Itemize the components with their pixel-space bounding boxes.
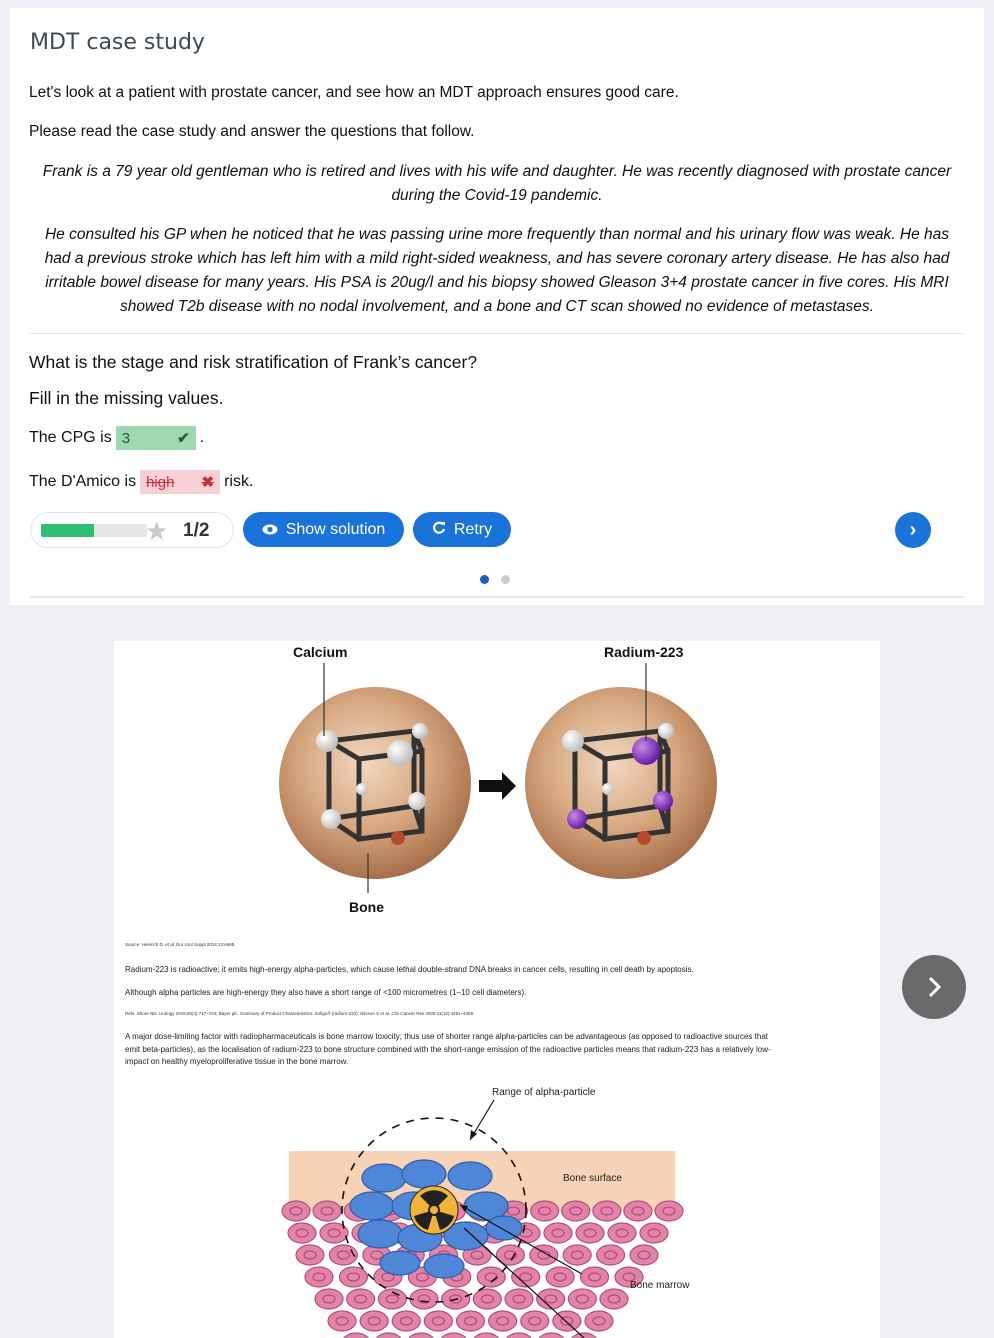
marrow-cell	[347, 1289, 375, 1309]
presentation-slide	[114, 641, 880, 1338]
marrow-cell	[410, 1289, 438, 1309]
marrow-cell	[342, 1333, 370, 1338]
marrow-cell	[576, 1223, 604, 1243]
slide-text-3: A major dose-limiting factor with radiopharmaceuticals is bone marrow toxicity; thus use of shorter range alpha-particles can be advantageous (as opposed to radioactive sources that emit beta-particles), as the localisation of radium-223 to bone structure combined with the short-range emission of the radioactive particles means that radium-223 has a relatively low- impact on healthy myeloproliferative tissue in the bone marrow.	[125, 1032, 771, 1066]
retry-icon	[432, 521, 446, 538]
marrow-cell	[655, 1201, 683, 1221]
marrow-cell	[531, 1201, 559, 1221]
show-solution-button[interactable]: Show solution	[243, 512, 404, 547]
pager-dot-2[interactable]	[501, 575, 510, 584]
marrow-cell	[546, 1267, 574, 1287]
marrow-cell	[593, 1201, 621, 1221]
eye-icon	[262, 522, 278, 538]
blank2-suffix: risk.	[224, 473, 254, 490]
bone-lattice-figure	[114, 641, 880, 941]
blank2-value: high	[146, 473, 175, 491]
marrow-cell	[597, 1245, 625, 1265]
marrow-cell	[473, 1289, 501, 1309]
marrow-cell	[505, 1333, 533, 1338]
chevron-right-icon: ›	[909, 518, 917, 541]
marrow-cell	[392, 1311, 420, 1331]
instruction-text: Please read the case study and answer the questions that follow.	[29, 123, 475, 140]
blank-line-damico	[29, 470, 253, 494]
label-radium: Radium-223	[604, 644, 684, 660]
marrow-cell	[530, 1245, 558, 1265]
radium-bone-sphere	[525, 687, 717, 879]
activity-title: MDT case study	[30, 30, 205, 55]
chevron-right-icon	[920, 973, 948, 1001]
source-citation: Source: Heinrich D, et al. Eur Urol Suppl 2014;13:e665.	[125, 942, 236, 947]
marrow-cell	[305, 1267, 333, 1287]
pager-dots	[480, 575, 510, 584]
marrow-cell	[360, 1311, 388, 1331]
slide-text-2: Although alpha particles are high-energy they also have a short range of <100 micrometres (1–10 cell diameters).	[125, 988, 527, 997]
star-icon: ★	[145, 516, 169, 546]
marrow-cell	[282, 1201, 310, 1221]
marrow-cell	[581, 1267, 609, 1287]
label-calcium: Calcium	[293, 644, 348, 660]
marrow-cell	[315, 1289, 343, 1309]
marrow-cell	[505, 1289, 533, 1309]
blank-input-damico[interactable]	[140, 470, 220, 494]
marrow-cell	[521, 1311, 549, 1331]
slide-references: Refs: Shore ND. Urology 2015;85(4):717–724; Bayer plc. Summary of Product Characteristics. Xofigo® (radium-223); Nilsson S et al. Clin Cancer Res 2005;11(12):4451–4459.	[125, 1011, 475, 1016]
bottom-divider	[30, 596, 964, 598]
score-bar	[30, 512, 234, 548]
divider	[30, 333, 964, 334]
marrow-cell	[375, 1333, 403, 1338]
marrow-cell	[296, 1245, 324, 1265]
score-progress-track	[41, 524, 147, 537]
marrow-cell	[585, 1311, 613, 1331]
blank-line-cpg	[29, 426, 204, 450]
marrow-cell	[600, 1289, 628, 1309]
label-alpha-range: Range of alpha-particle	[492, 1087, 596, 1098]
marrow-cell	[440, 1333, 468, 1338]
blank-input-cpg[interactable]	[116, 426, 196, 450]
marrow-cell	[424, 1311, 452, 1331]
slide-next-button[interactable]	[902, 955, 966, 1019]
check-icon: ✔	[177, 430, 190, 447]
question-text: What is the stage and risk stratification of Frank’s cancer?	[29, 352, 478, 372]
marrow-cell	[339, 1267, 367, 1287]
marrow-cell	[288, 1223, 316, 1243]
marrow-cell	[624, 1201, 652, 1221]
retry-button[interactable]: Retry	[413, 512, 511, 547]
next-slide-button[interactable]	[895, 512, 931, 548]
blank1-prefix: The CPG is	[29, 429, 112, 446]
marrow-cell	[328, 1311, 356, 1331]
marrow-cell	[568, 1289, 596, 1309]
marrow-cell	[537, 1333, 565, 1338]
pager-dot-1[interactable]	[480, 575, 489, 584]
score-text: 1/2	[183, 520, 210, 541]
marrow-cell	[544, 1223, 572, 1243]
marrow-cell	[563, 1245, 591, 1265]
marrow-cell	[640, 1223, 668, 1243]
activity-card	[10, 8, 984, 605]
arrow-right-icon	[479, 772, 516, 800]
label-bone-surface: Bone surface	[563, 1173, 622, 1184]
marrow-cell	[313, 1201, 341, 1221]
label-bone-marrow: Bone marrow	[630, 1280, 690, 1291]
case-paragraph-2: He consulted his GP when he noticed that he was passing urine more frequently than normal and his urinary flow was weak. He has had a previous stroke which has left him with a mild right-sided weakness, and has severe coronary artery disease. He has also had irritable bowel disease for many years. His PSA is 20ug/l and his biopsy showed Gleason 3+4 prostate cancer in five cores. His MRI showed T2b disease with no nodal involvement, and a bone and CT scan showed no evidence of metastases.	[44, 226, 950, 315]
marrow-cell	[608, 1223, 636, 1243]
case-paragraph-1: Frank is a 79 year old gentleman who is retired and lives with his wife and daughter. He was recently diagnosed with prostate cancer during the Covid-19 pandemic.	[42, 163, 952, 204]
intro-text: Let's look at a patient with prostate cancer, and see how an MDT approach ensures good care.	[29, 84, 679, 101]
blank2-prefix: The D'Amico is	[29, 473, 137, 490]
score-progress-fill	[41, 524, 94, 537]
marrow-cell	[630, 1245, 658, 1265]
marrow-cell	[477, 1267, 505, 1287]
marrow-cell	[489, 1311, 517, 1331]
marrow-cell	[407, 1333, 435, 1338]
blank1-value: 3	[121, 429, 131, 447]
marrow-cell	[457, 1311, 485, 1331]
marrow-cell	[562, 1201, 590, 1221]
label-bone: Bone	[349, 899, 384, 915]
slide-text-1: Radium-223 is radioactive; it emits high-energy alpha-particles, which cause lethal double-strand DNA breaks in cancer cells, resulting in cell death by apoptosis.	[125, 965, 694, 974]
blank1-suffix: .	[199, 429, 205, 446]
marrow-cell	[472, 1333, 500, 1338]
alpha-range-diagram	[114, 1078, 880, 1338]
calcium-bone-sphere	[279, 687, 471, 879]
fill-instruction: Fill in the missing values.	[29, 388, 224, 408]
cross-icon: ✖	[201, 474, 215, 491]
